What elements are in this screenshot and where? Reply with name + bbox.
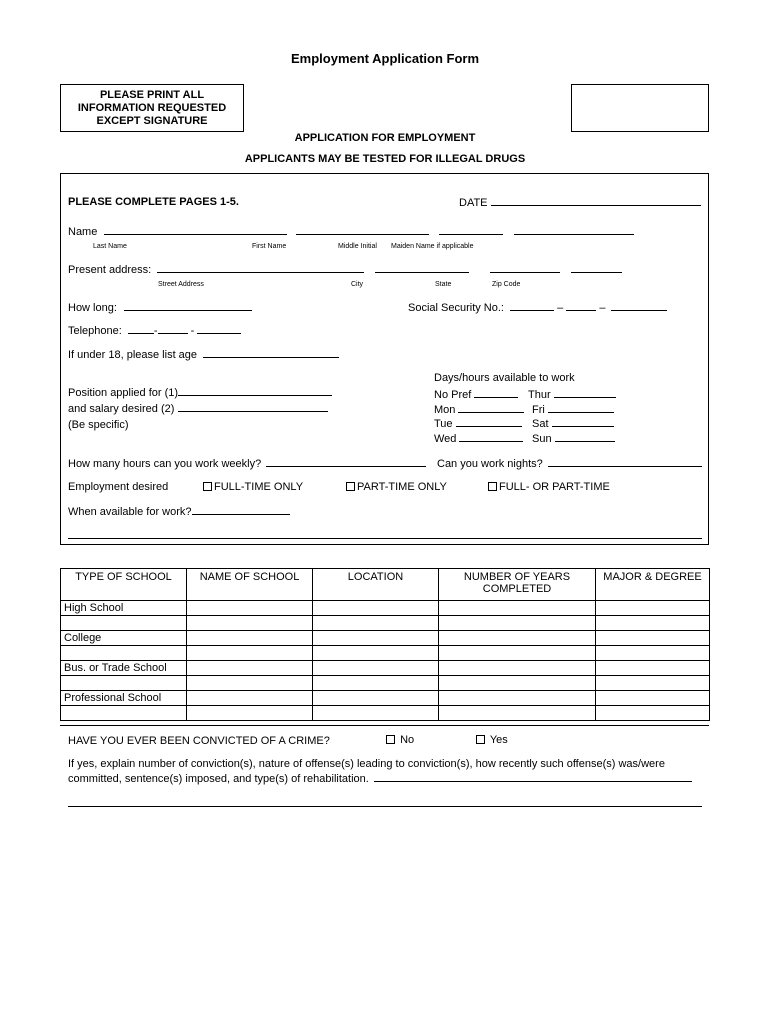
telephone-label: Telephone: xyxy=(68,325,122,337)
table-cell[interactable] xyxy=(439,601,596,616)
day-label: Thur xyxy=(528,389,551,401)
table-cell[interactable] xyxy=(439,706,596,721)
fri-field[interactable] xyxy=(548,403,614,413)
table-cell[interactable] xyxy=(187,601,313,616)
address-sub-label: Zip Code xyxy=(492,281,521,288)
table-cell[interactable] xyxy=(187,661,313,676)
how-long-label: How long: xyxy=(68,302,117,314)
phone-prefix-field[interactable] xyxy=(158,324,188,334)
table-cell[interactable] xyxy=(596,631,710,646)
checkbox-icon xyxy=(488,482,497,491)
name-sub-label: First Name xyxy=(252,243,287,250)
table-cell[interactable] xyxy=(439,661,596,676)
state-field[interactable] xyxy=(490,263,560,273)
street-address-field[interactable] xyxy=(157,263,364,273)
option-label: FULL-TIME ONLY xyxy=(214,481,304,493)
crime-explain-line[interactable] xyxy=(68,806,702,807)
table-cell[interactable] xyxy=(596,616,710,631)
table-row xyxy=(61,646,710,661)
day-label: No Pref xyxy=(434,389,472,401)
address-sub-label: Street Address xyxy=(158,281,204,288)
page-title: Employment Application Form xyxy=(290,51,480,66)
table-cell[interactable] xyxy=(313,646,439,661)
ssn-part2-field[interactable] xyxy=(566,301,596,311)
how-long-field[interactable] xyxy=(124,301,252,311)
notice-line: EXCEPT SIGNATURE xyxy=(96,115,208,127)
part-time-checkbox[interactable] xyxy=(346,481,447,493)
checkbox-icon xyxy=(476,735,485,744)
days-hours-label: Days/hours available to work xyxy=(434,372,575,384)
table-cell[interactable] xyxy=(187,691,313,706)
table-row xyxy=(61,616,710,631)
phone-area-field[interactable] xyxy=(128,324,154,334)
address-label: Present address: xyxy=(68,264,152,276)
table-cell[interactable] xyxy=(313,676,439,691)
name-sub-label: Middle Initial xyxy=(338,243,377,250)
option-label: FULL- OR PART-TIME xyxy=(499,481,610,493)
age-field[interactable] xyxy=(203,348,339,358)
photo-box xyxy=(571,84,709,132)
column-header: NAME OF SCHOOL xyxy=(187,569,313,601)
when-available-field[interactable] xyxy=(192,505,290,515)
ssn-label: Social Security No.: xyxy=(408,302,504,314)
column-header: NUMBER OF YEARS COMPLETED xyxy=(439,569,596,601)
table-cell[interactable] xyxy=(313,616,439,631)
day-label: Sun xyxy=(532,432,552,445)
sat-field[interactable] xyxy=(552,417,614,427)
option-label: Yes xyxy=(489,734,508,746)
education-table xyxy=(60,568,710,721)
table-cell[interactable] xyxy=(313,691,439,706)
heading-drug-test: APPLICANTS MAY BE TESTED FOR ILLEGAL DRUGS xyxy=(244,153,526,165)
no-pref-field[interactable] xyxy=(474,388,518,398)
crime-explain-line2: committed, sentence(s) imposed, and type(s) of rehabilitation. xyxy=(68,773,369,785)
day-label: Fri xyxy=(532,403,545,416)
table-cell[interactable] xyxy=(313,631,439,646)
complete-pages-label: PLEASE COMPLETE PAGES 1-5. xyxy=(68,196,239,208)
employment-desired-label: Employment desired xyxy=(68,481,169,493)
crime-question: HAVE YOU EVER BEEN CONVICTED OF A CRIME? xyxy=(68,735,330,747)
school-type-cell: Bus. or Trade School xyxy=(61,661,187,676)
days-availability-grid xyxy=(434,388,616,446)
day-label: Mon xyxy=(434,403,456,416)
table-cell[interactable] xyxy=(61,706,187,721)
heading-application: APPLICATION FOR EMPLOYMENT xyxy=(294,132,476,144)
hours-weekly-field[interactable] xyxy=(266,457,426,467)
option-label: PART-TIME ONLY xyxy=(357,481,447,493)
day-label: Wed xyxy=(434,432,457,445)
position-label: Position applied for (1) xyxy=(68,387,179,399)
table-cell[interactable] xyxy=(61,646,187,661)
last-name-field[interactable] xyxy=(104,225,287,235)
table-row xyxy=(61,691,710,706)
school-type-cell: High School xyxy=(61,601,187,616)
table-row xyxy=(61,706,710,721)
table-cell[interactable] xyxy=(187,631,313,646)
name-sub-label: Maiden Name if applicable xyxy=(391,243,474,250)
column-header: TYPE OF SCHOOL xyxy=(61,569,187,601)
hours-weekly-label: How many hours can you work weekly? xyxy=(68,458,262,470)
table-cell[interactable] xyxy=(596,706,710,721)
table-cell[interactable] xyxy=(439,631,596,646)
table-cell[interactable] xyxy=(596,676,710,691)
table-cell[interactable] xyxy=(313,706,439,721)
table-cell[interactable] xyxy=(596,601,710,616)
salary-label: and salary desired (2) xyxy=(68,403,175,415)
crime-no-checkbox[interactable] xyxy=(386,734,414,746)
crime-explain-field[interactable] xyxy=(374,772,692,782)
crime-explain-line1: If yes, explain number of conviction(s), nature of offense(s) leading to conviction(s), how recently such offense(s) was/were xyxy=(68,758,665,770)
table-cell[interactable] xyxy=(439,646,596,661)
column-header: MAJOR & DEGREE xyxy=(596,569,710,601)
table-cell[interactable] xyxy=(61,676,187,691)
tue-field[interactable] xyxy=(456,417,522,427)
ssn-part3-field[interactable] xyxy=(611,301,667,311)
full-time-checkbox[interactable] xyxy=(203,481,303,493)
table-cell[interactable] xyxy=(439,676,596,691)
table-header-row xyxy=(61,569,710,601)
middle-initial-field[interactable] xyxy=(439,225,503,235)
table-cell[interactable] xyxy=(596,646,710,661)
table-cell[interactable] xyxy=(187,616,313,631)
school-type-cell: College xyxy=(61,631,187,646)
phone-number-field[interactable] xyxy=(197,324,241,334)
section-divider xyxy=(60,725,709,726)
crime-yes-checkbox[interactable] xyxy=(476,734,508,746)
position-2-field[interactable] xyxy=(178,402,328,412)
address-sub-label: City xyxy=(351,281,364,288)
table-cell[interactable] xyxy=(439,616,596,631)
date-label: DATE xyxy=(459,197,488,209)
nights-field[interactable] xyxy=(548,457,702,467)
table-cell[interactable] xyxy=(187,706,313,721)
notice-line: INFORMATION REQUESTED xyxy=(77,102,227,114)
day-label: Sat xyxy=(532,418,549,430)
table-cell[interactable] xyxy=(439,691,596,706)
be-specific-label: (Be specific) xyxy=(68,419,129,431)
table-row xyxy=(61,676,710,691)
table-cell[interactable] xyxy=(187,676,313,691)
checkbox-icon xyxy=(346,482,355,491)
thur-field[interactable] xyxy=(554,388,616,398)
table-row xyxy=(61,601,710,616)
table-cell[interactable] xyxy=(313,661,439,676)
school-type-cell: Professional School xyxy=(61,691,187,706)
date-field[interactable] xyxy=(491,196,701,206)
mon-field[interactable] xyxy=(458,403,524,413)
city-field[interactable] xyxy=(375,263,469,273)
table-cell[interactable] xyxy=(596,691,710,706)
when-available-label: When available for work? xyxy=(68,506,192,518)
checkbox-icon xyxy=(386,735,395,744)
position-salary-block xyxy=(68,385,332,433)
address-sub-label: State xyxy=(435,281,452,288)
table-cell[interactable] xyxy=(313,601,439,616)
print-notice-box xyxy=(60,84,244,132)
full-or-part-time-checkbox[interactable] xyxy=(488,481,610,493)
under-18-label: If under 18, please list age xyxy=(68,349,198,361)
name-sub-label: Last Name xyxy=(93,243,127,250)
maiden-name-field[interactable] xyxy=(514,225,634,235)
nights-label: Can you work nights? xyxy=(437,458,543,470)
column-header: LOCATION xyxy=(313,569,439,601)
name-label: Name xyxy=(68,226,98,238)
sun-field[interactable] xyxy=(555,432,615,442)
ssn-part1-field[interactable] xyxy=(510,301,554,311)
zip-code-field[interactable] xyxy=(571,263,622,273)
table-cell[interactable] xyxy=(596,661,710,676)
table-cell[interactable] xyxy=(187,646,313,661)
position-1-field[interactable] xyxy=(178,386,332,396)
notice-line: PLEASE PRINT ALL xyxy=(99,89,205,101)
table-row xyxy=(61,631,710,646)
wed-field[interactable] xyxy=(459,432,523,442)
table-cell[interactable] xyxy=(61,616,187,631)
when-available-line[interactable] xyxy=(68,538,702,539)
checkbox-icon xyxy=(203,482,212,491)
first-name-field[interactable] xyxy=(296,225,429,235)
table-row xyxy=(61,661,710,676)
option-label: No xyxy=(400,734,415,746)
day-label: Tue xyxy=(434,418,453,430)
